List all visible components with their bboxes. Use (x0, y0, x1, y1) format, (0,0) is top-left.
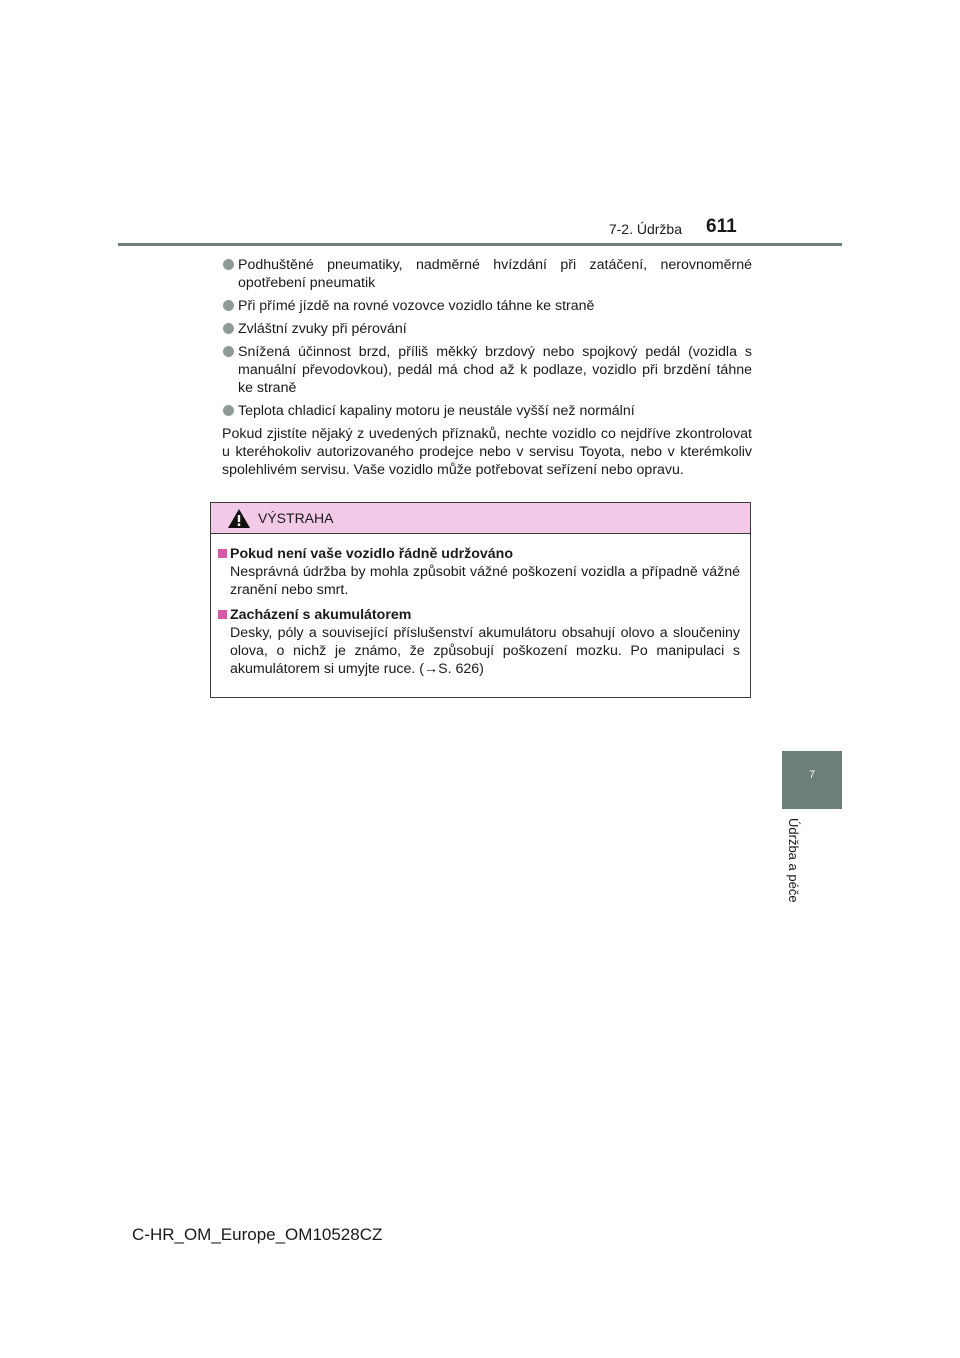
list-item: Zvláštní zvuky při pérování (222, 320, 752, 338)
pink-square-icon (218, 610, 227, 619)
list-item: Při přímé jízdě na rovné vozovce vozidlo táhne ke straně (222, 297, 752, 315)
warning-text: Nesprávná údržba by mohla způsobit vážné poškození vozidla a případně vážné zranění nebo smrt. (230, 564, 740, 598)
main-content (222, 256, 752, 479)
warning-box (210, 502, 751, 698)
chapter-label: Údržba a péče (786, 818, 801, 903)
chapter-number: 7 (808, 769, 816, 781)
symptom-list (222, 256, 752, 420)
header-rule (118, 243, 842, 246)
warning-text: Desky, póly a související příslušenství akumulátoru obsahují olovo a sloučeniny olova, o nichž je známo, že způsobují poškození mozku. Po manipulaci s akumulátorem si umyjte ruce. (→S. 626) (230, 625, 740, 677)
warning-title: VÝSTRAHA (258, 510, 334, 526)
footer-code: C-HR_OM_Europe_OM10528CZ (132, 1225, 383, 1244)
warning-heading: Zacházení s akumulátorem (218, 606, 740, 624)
bullet-dot-icon (223, 259, 234, 270)
list-item: Podhuštěné pneumatiky, nadměrné hvízdání při zatáčení, nerovnoměrné opotřebení pneumatik (222, 256, 752, 292)
bullet-dot-icon (223, 300, 234, 311)
bullet-dot-icon (223, 323, 234, 334)
warning-heading: Pokud není vaše vozidlo řádně udržováno (218, 545, 740, 563)
page-number: 611 (706, 216, 737, 237)
warning-body (211, 534, 750, 678)
advice-paragraph: Pokud zjistíte nějaký z uvedených příznaků, nechte vozidlo co nejdříve zkontrolovat u kteréhokoliv autorizovaného prodejce nebo v servisu Toyota, nebo v kterémkoliv spolehlivém servisu. Vaše vozidlo může potřebovat seřízení nebo opravu. (222, 426, 752, 478)
warning-header (211, 503, 750, 534)
chapter-tab (782, 751, 842, 809)
bullet-dot-icon (223, 346, 234, 357)
list-item: Snížená účinnost brzd, příliš měkký brzdový nebo spojkový pedál (vozidla s manuální převodovkou), pedál má chod až k podlaze, vozidlo při brzdění táhne ke straně (222, 343, 752, 397)
pink-square-icon (218, 549, 227, 558)
header-section-title: 7-2. Údržba (608, 221, 682, 237)
warning-triangle-icon (227, 508, 251, 529)
bullet-dot-icon (223, 405, 234, 416)
list-item: Teplota chladicí kapaliny motoru je neustále vyšší než normální (222, 402, 752, 420)
